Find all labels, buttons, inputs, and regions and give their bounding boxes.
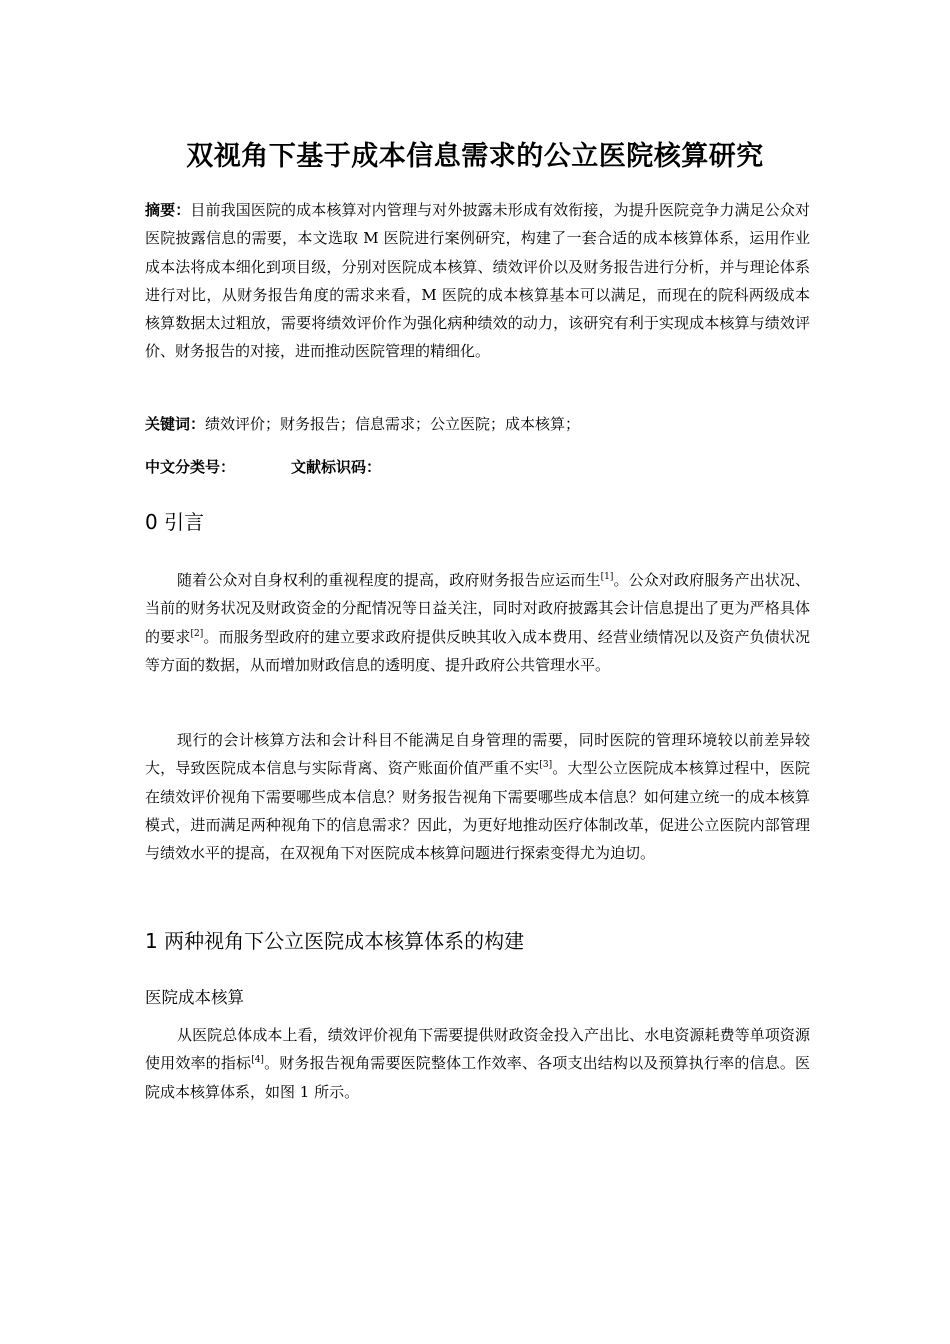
section1-paragraph-1 [145,1021,810,1106]
intro-p1-text-a: 随着公众对自身权利的重视程度的提高，政府财务报告应运而生 [177,571,601,589]
citation-ref-2[interactable]: [2] [190,628,204,639]
subsection-heading-hospital-cost: 医院成本核算 [145,988,244,1007]
section-heading-1: 1 两种视角下公立医院成本核算体系的构建 [145,929,525,953]
sec1-p1-text-a: 从医院总体成本上看，绩效评价视角下需要提供财政资金投入产出比、水电资源耗费等单项资源使用效率的指标 [145,1026,810,1073]
intro-paragraph-1 [145,566,810,679]
paper-title: 双视角下基于成本信息需求的公立医院核算研究 [186,141,764,172]
abstract [145,196,810,366]
citation-ref-3[interactable]: [3] [539,760,553,771]
intro-p1-text-c: 。而服务型政府的建立要求政府提供反映其收入成本费用、经营业绩情况以及资产负债状况等方面的数据，从而增加财政信息的透明度、提升政府公共管理水平。 [145,627,810,674]
keywords [145,410,810,438]
clc-label: 中文分类号： [145,458,236,476]
keywords-text: 绩效评价；财务报告；信息需求；公立医院；成本核算； [205,415,581,433]
section-heading-introduction: 0 引言 [145,510,205,534]
abstract-text: 目前我国医院的成本核算对内管理与对外披露未形成有效衔接，为提升医院竞争力满足公众对医院披露信息的需要，本文选取 M 医院进行案例研究，构建了一套合适的成本核算体系，运用作业成本法将成本细化到项目级，分别对医院成本核算、绩效评价以及财务报告进行分析，并与理论体系进行对比，从财务报告角度的需求来看，M 医院的成本核算基本可以满足，而现在的院科两级成本核算数据太过粗放，需要将绩效评价作为强化病种绩效的动力，该研究有利于实现成本核算与绩效评价、财务报告的对接，进而推动医院管理的精细化。 [145,201,810,361]
abstract-label: 摘要： [145,201,191,219]
keywords-label: 关键词： [145,415,206,433]
citation-ref-4[interactable]: [4] [251,1055,264,1066]
citation-ref-1[interactable]: [1] [600,572,614,582]
intro-paragraph-2 [145,726,810,867]
doc-code-label: 文献标识码： [291,458,382,476]
classification-row [145,453,810,481]
intro-p2-text-a: 现行的会计核算方法和会计科目不能满足自身管理的需要，同时医院的管理环境较以前差异较大，导致医院成本信息与实际背离、资产账面价值严重不实 [145,731,810,778]
intro-p2-text-b: 。大型公立医院成本核算过程中，医院在绩效评价视角下需要哪些成本信息？财务报告视角下需要哪些成本信息？如何建立统一的成本核算模式，进而满足两种视角下的信息需求？因此，为更好地推动医疗体制改革，促进公立医院内部管理与绩效水平的提高，在双视角下对医院成本核算问题进行探索变得尤为迫切。 [145,759,810,863]
sec1-p1-text-b: 。财务报告视角需要医院整体工作效率、各项支出结构以及预算执行率的信息。医院成本核算体系，如图 1 所示。 [145,1054,810,1101]
intro-p1-text-b: 。公众对政府服务产出状况、当前的财务状况及财政资金的分配情况等日益关注，同时对政府披露其会计信息提出了更为严格具体的要求 [145,571,810,646]
